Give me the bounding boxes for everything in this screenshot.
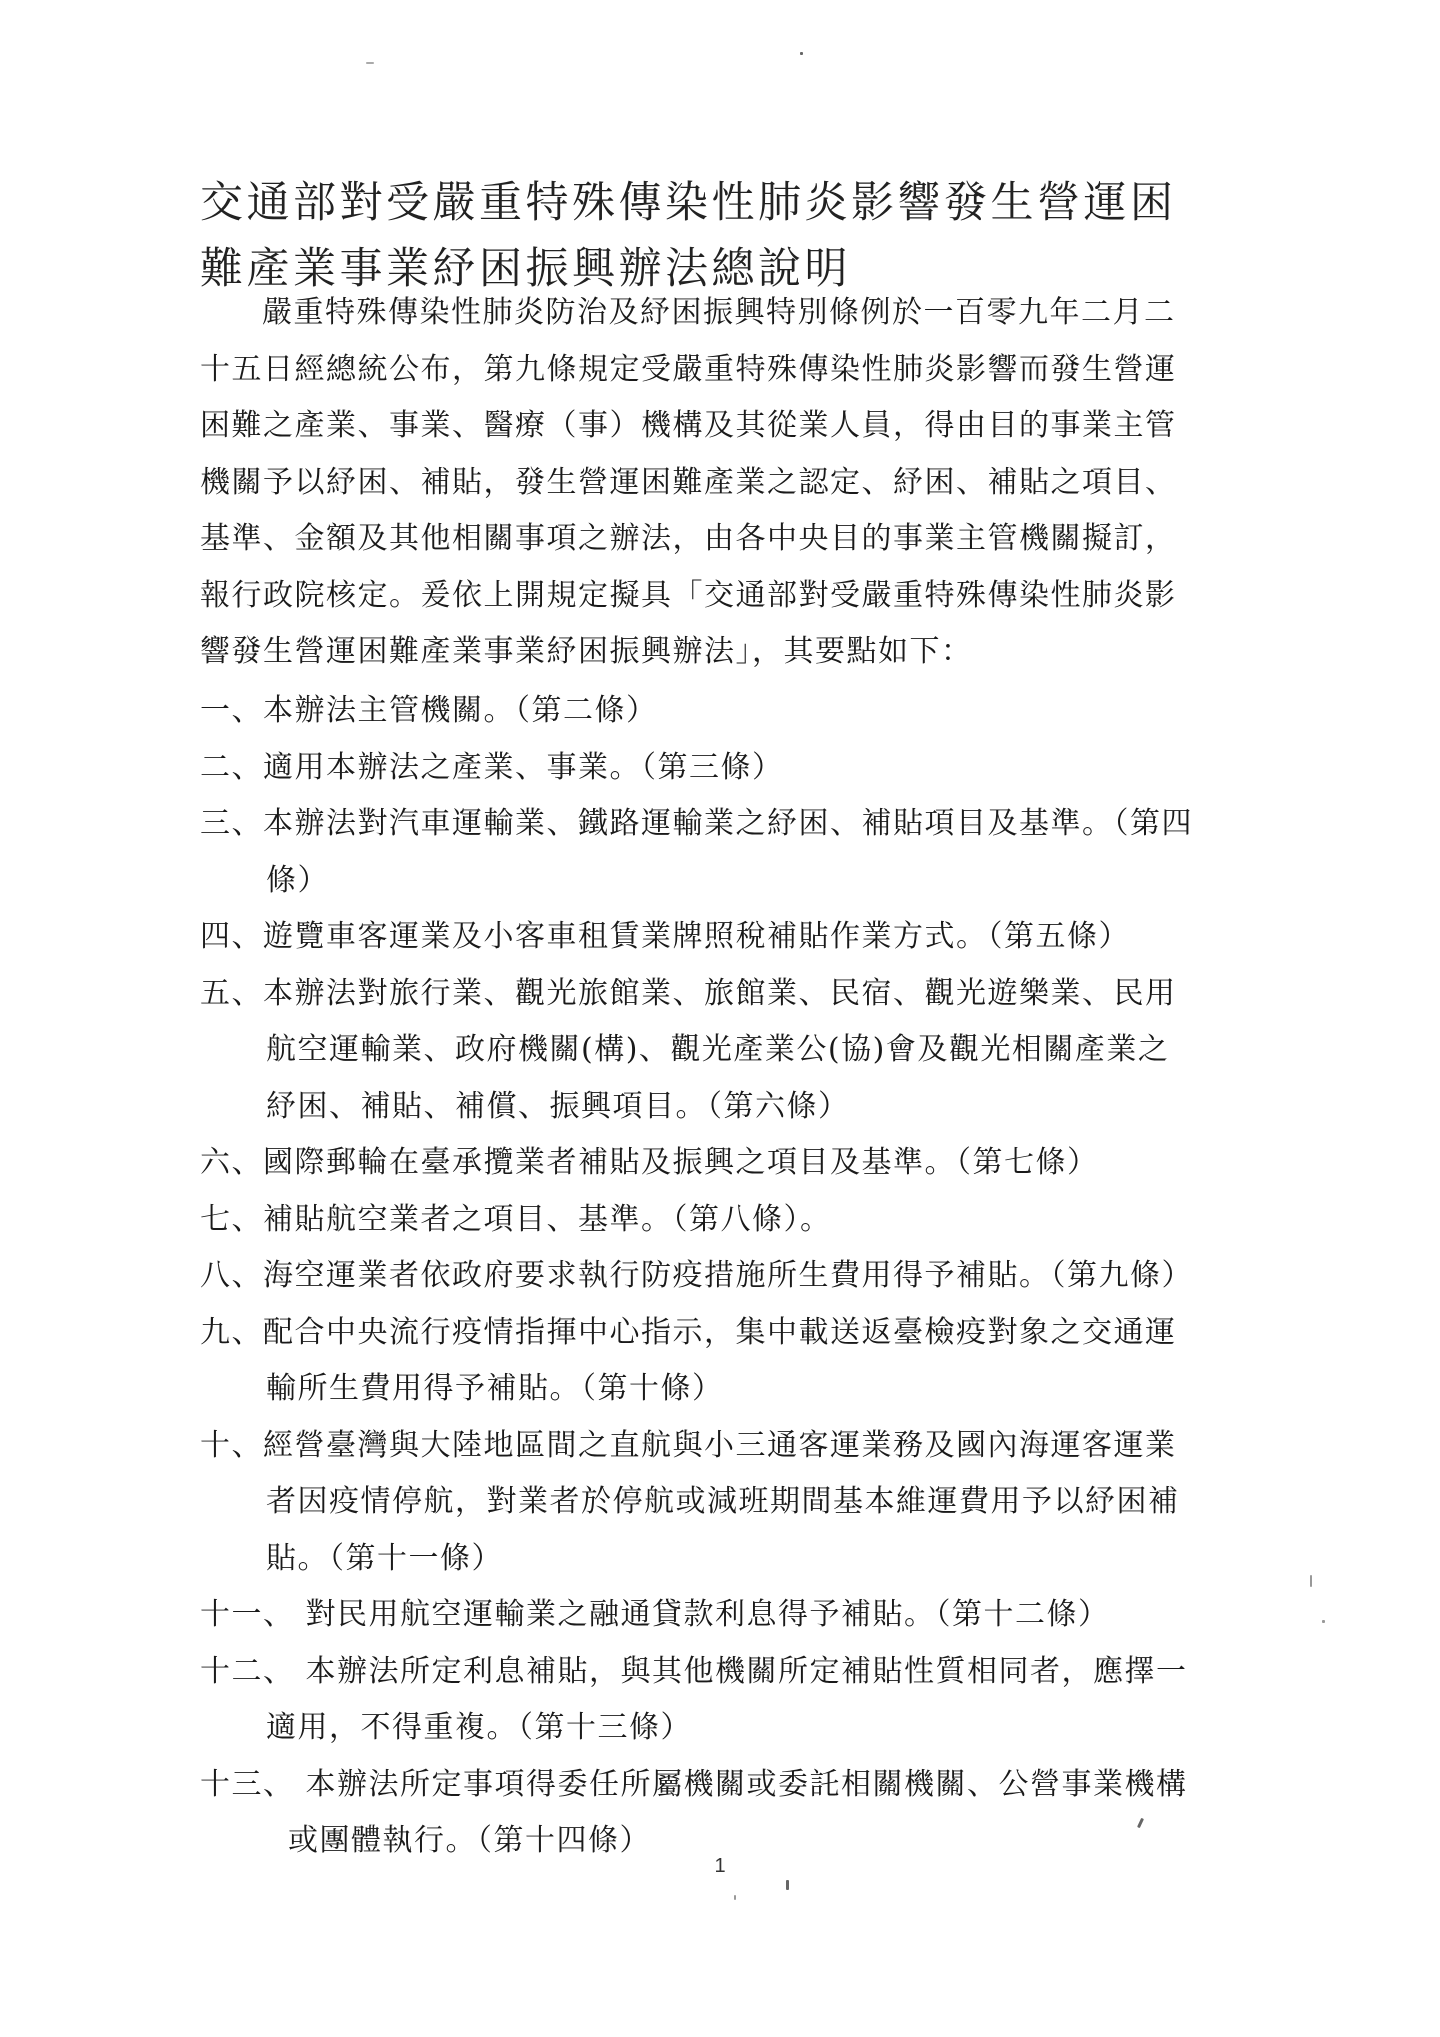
title-line-1: 交通部對受嚴重特殊傳染性肺炎影響發生營運困	[200, 178, 1177, 228]
item-line: 八、海空運業者依政府要求執行防疫措施所生費用得予補貼。（第九條）	[200, 1258, 1193, 1293]
item-line: 二、適用本辦法之產業、事業。（第三條）	[200, 749, 784, 785]
item-line: 航空運輸業、政府機關(構)、觀光產業公(協)會及觀光相關產業之	[266, 1032, 1170, 1067]
scan-speck	[366, 62, 374, 64]
item-line: 或團體執行。（第十四條）	[288, 1823, 651, 1858]
scan-speck	[1310, 1575, 1312, 1587]
intro-line: 報行政院核定。爰依上開規定擬具「交通部對受嚴重特殊傳染性肺炎影	[200, 577, 1177, 613]
item-line: 適用，不得重複。（第十三條）	[266, 1710, 692, 1745]
intro-line: 響發生營運困難產業事業紓困振興辦法」，其要點如下：	[200, 634, 973, 669]
item-line: 貼。（第十一條）	[266, 1540, 503, 1576]
list-item	[200, 1192, 1260, 1249]
item-line: 九、配合中央流行疫情指揮中心指示，集中載送返臺檢疫對象之交通運	[200, 1314, 1177, 1350]
scan-speck	[1322, 1620, 1325, 1623]
item-line: 十三、 本辦法所定事項得委任所屬機關或委託相關機關、公營事業機構	[200, 1766, 1188, 1802]
list-item	[200, 1248, 1260, 1305]
scan-speck	[800, 52, 803, 55]
list-item	[200, 796, 1260, 909]
list-item	[200, 1757, 1260, 1870]
item-line: 六、國際郵輪在臺承攬業者補貼及振興之項目及基準。（第七條）	[200, 1145, 1099, 1180]
item-line: 輸所生費用得予補貼。（第十條）	[266, 1371, 724, 1406]
list-item	[200, 1135, 1260, 1192]
item-line: 三、本辦法對汽車運輸業、鐵路運輸業之紓困、補貼項目及基準。（第四	[200, 806, 1193, 841]
list-item	[200, 966, 1260, 1136]
document-title	[200, 170, 1260, 302]
list-item	[200, 909, 1260, 966]
item-line: 四、遊覽車客運業及小客車租賃業牌照稅補貼作業方式。（第五條）	[200, 919, 1130, 954]
item-line: 十二、 本辦法所定利息補貼，與其他機關所定補貼性質相同者，應擇一	[200, 1653, 1188, 1689]
title-line-2: 難產業事業紓困振興辦法總說明	[200, 244, 851, 294]
intro-paragraph	[200, 285, 1260, 681]
item-line: 者因疫情停航，對業者於停航或減班期間基本維運費用予以紓困補	[266, 1484, 1180, 1519]
item-line: 一、本辦法主管機關。（第二條）	[200, 693, 658, 728]
item-line: 紓困、補貼、補償、振興項目。（第六條）	[266, 1088, 850, 1124]
list-item	[200, 683, 1260, 740]
scan-speck	[734, 1895, 736, 1900]
intro-line: 嚴重特殊傳染性肺炎防治及紓困振興特別條例於一百零九年二月二	[262, 295, 1176, 330]
intro-line: 機關予以紓困、補貼，發生營運困難產業之認定、紓困、補貼之項目、	[200, 464, 1177, 500]
item-line: 七、補貼航空業者之項目、基準。（第八條）。	[200, 1201, 832, 1237]
item-line: 十一、 對民用航空運輸業之融通貸款利息得予補貼。（第十二條）	[200, 1597, 1110, 1632]
item-line: 五、本辦法對旅行業、觀光旅館業、旅館業、民宿、觀光遊樂業、民用	[200, 975, 1177, 1011]
page-number: 1	[714, 1855, 726, 1877]
summary-list	[200, 683, 1260, 1870]
intro-line: 基準、金額及其他相關事項之辦法，由各中央目的事業主管機關擬訂，	[200, 521, 1177, 556]
list-item	[200, 1644, 1260, 1757]
scan-speck	[786, 1880, 789, 1890]
intro-line: 十五日經總統公布，第九條規定受嚴重特殊傳染性肺炎影響而發生營運	[200, 351, 1177, 387]
list-item	[200, 1587, 1260, 1644]
item-line: 十、經營臺灣與大陸地區間之直航與小三通客運業務及國內海運客運業	[200, 1427, 1177, 1463]
item-line: 條）	[266, 862, 329, 898]
list-item	[200, 740, 1260, 797]
list-item	[200, 1418, 1260, 1588]
intro-line: 困難之產業、事業、醫療（事）機構及其從業人員，得由目的事業主管	[200, 408, 1177, 443]
list-item	[200, 1305, 1260, 1418]
